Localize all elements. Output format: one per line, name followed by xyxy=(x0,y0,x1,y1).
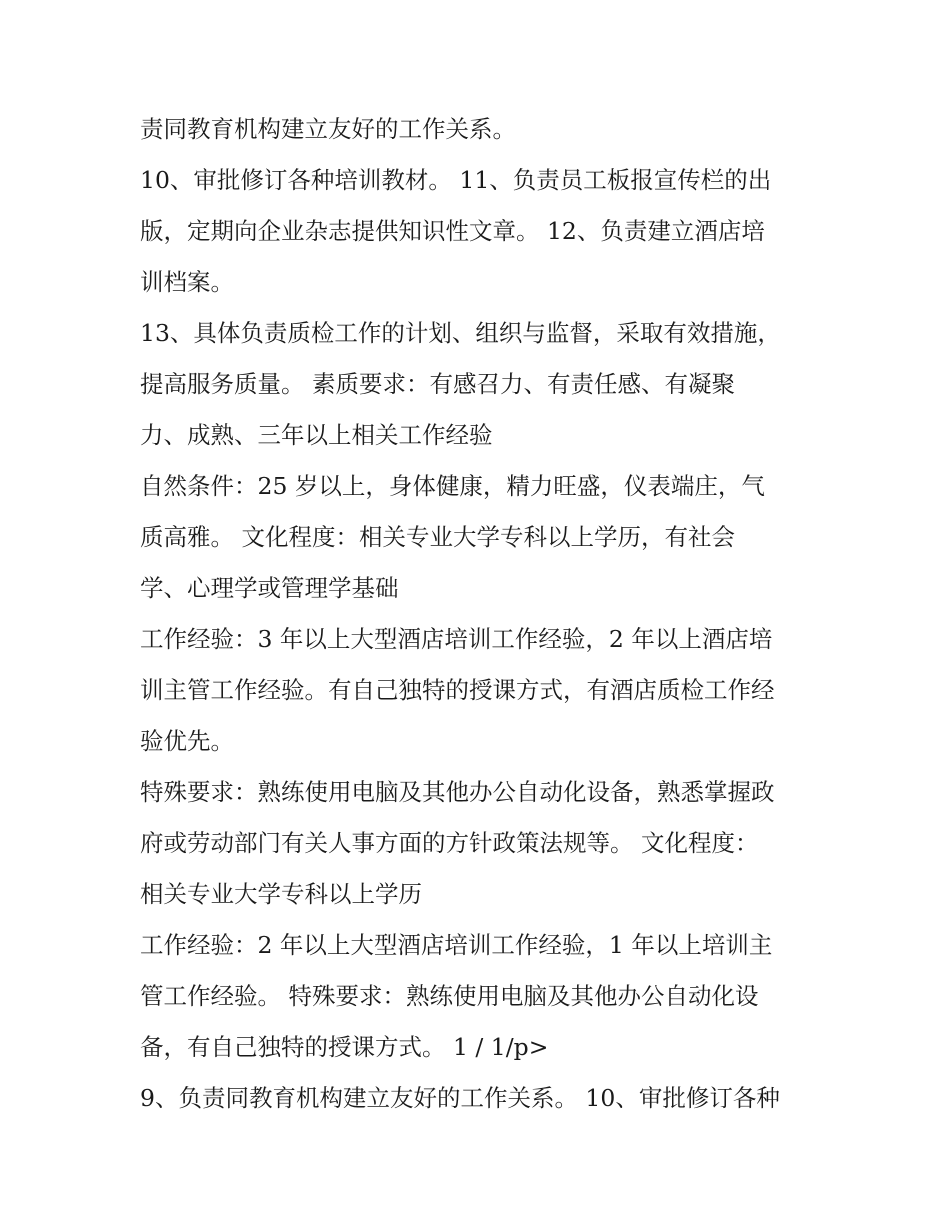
text-line: 力、成熟、三年以上相关工作经验 xyxy=(140,421,493,449)
text-line: 自然条件：25 岁以上，身体健康，精力旺盛，仪表端庄，气 xyxy=(140,472,765,500)
text-line: 府或劳动部门有关人事方面的方针政策法规等。 文化程度： xyxy=(140,829,759,857)
text-line: 训主管工作经验。有自己独特的授课方式，有酒店质检工作经 xyxy=(140,676,775,704)
text-line: 备，有自己独特的授课方式。 1 / 1/p> xyxy=(140,1033,549,1061)
text-line: 验优先。 xyxy=(140,727,234,755)
text-line: 责同教育机构建立友好的工作关系。 xyxy=(140,115,516,143)
text-line: 9、负责同教育机构建立友好的工作关系。 10、审批修订各种 xyxy=(140,1084,780,1112)
document-body xyxy=(140,104,820,1124)
text-line: 工作经验：2 年以上大型酒店培训工作经验，1 年以上培训主 xyxy=(140,931,773,959)
text-line: 特殊要求：熟练使用电脑及其他办公自动化设备，熟悉掌握政 xyxy=(140,778,775,806)
text-line: 10、审批修订各种培训教材。 11、负责员工板报宣传栏的出 xyxy=(140,166,772,194)
text-line: 版，定期向企业杂志提供知识性文章。 12、负责建立酒店培 xyxy=(140,217,765,245)
text-line: 训档案。 xyxy=(140,268,234,296)
text-line: 提高服务质量。 素质要求：有感召力、有责任感、有凝聚 xyxy=(140,370,735,398)
text-line: 相关专业大学专科以上学历 xyxy=(140,880,422,908)
text-line: 质高雅。 文化程度：相关专业大学专科以上学历，有社会 xyxy=(140,523,735,551)
text-line: 管工作经验。 特殊要求：熟练使用电脑及其他办公自动化设 xyxy=(140,982,759,1010)
text-line: 工作经验：3 年以上大型酒店培训工作经验，2 年以上酒店培 xyxy=(140,625,773,653)
text-line: 学、心理学或管理学基础 xyxy=(140,574,399,602)
text-line: 13、具体负责质检工作的计划、组织与监督，采取有效措施， xyxy=(140,319,781,347)
